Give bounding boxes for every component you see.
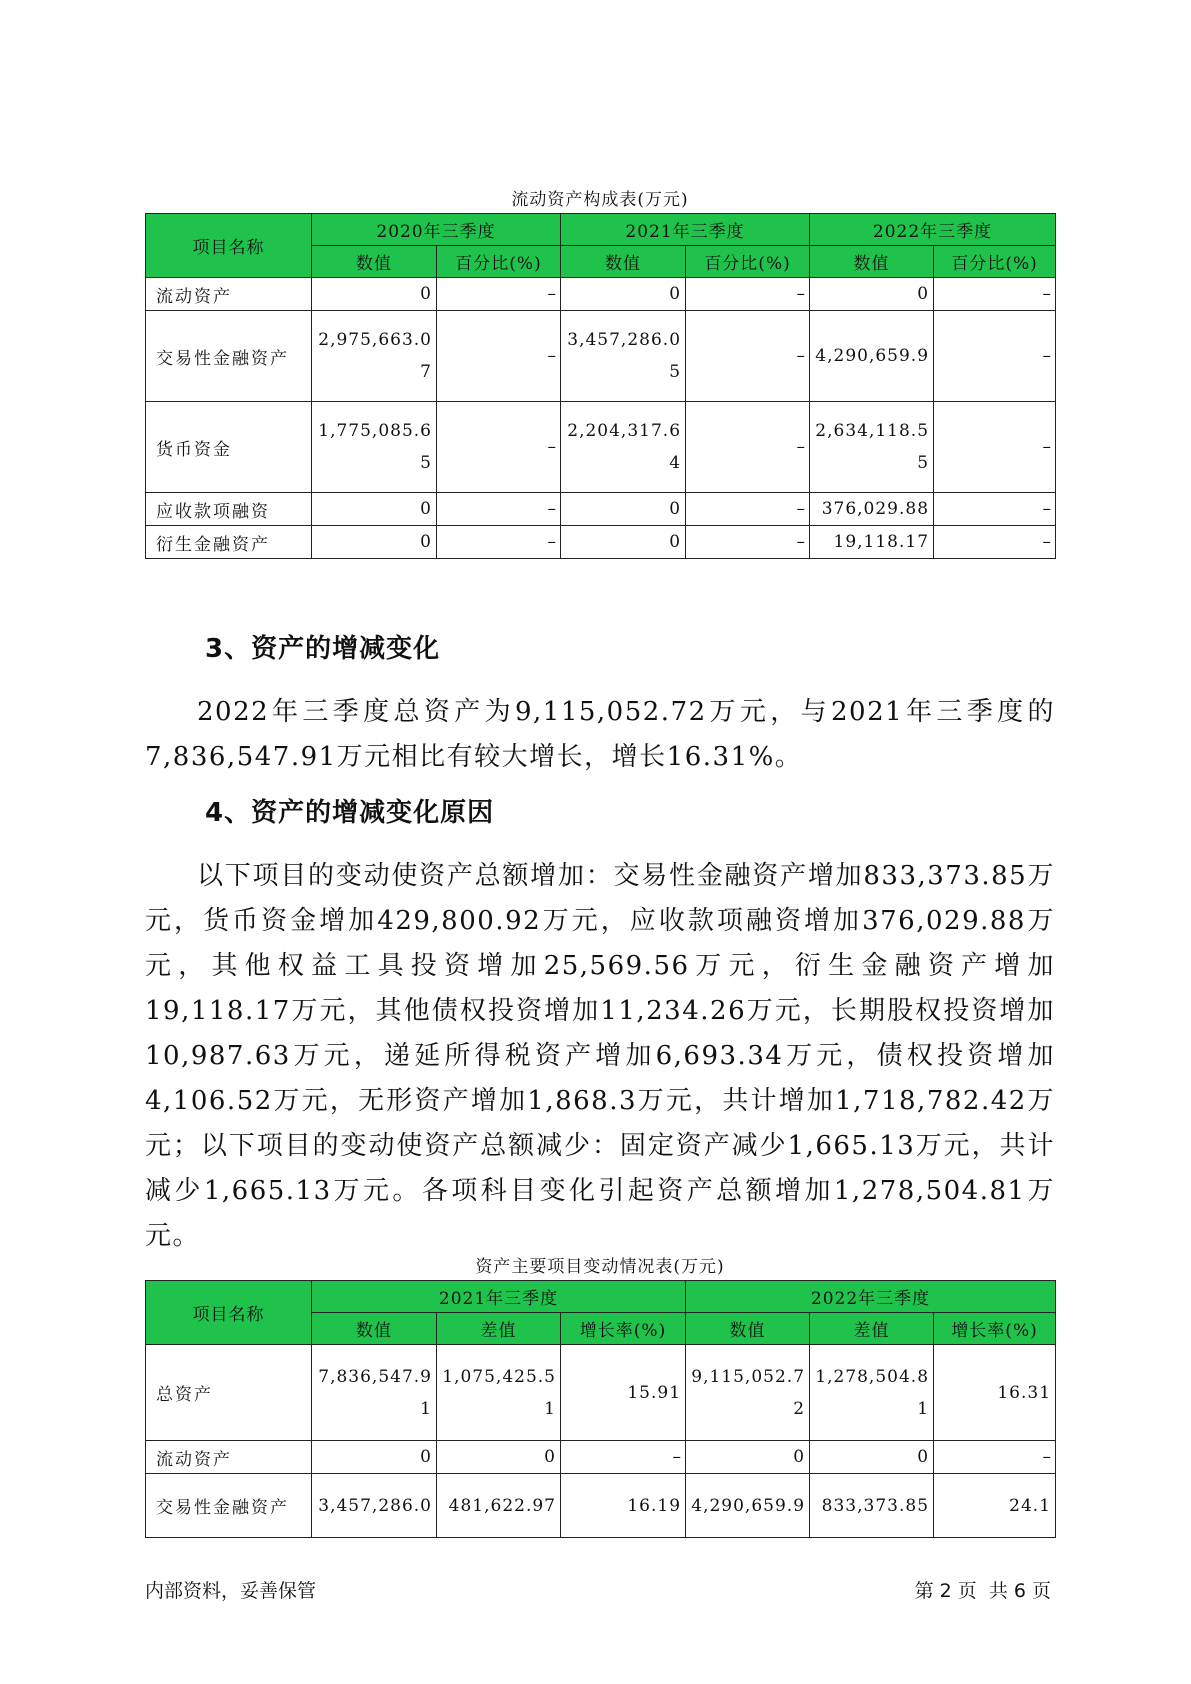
row-label: 应收款项融资 [146,493,312,526]
cell-diff: 0 [437,1441,561,1474]
cell-diff: 0 [810,1441,934,1474]
row-label: 货币资金 [146,402,312,493]
subheader-value: 数值 [561,246,686,278]
cell-growth: 24.1 [934,1474,1056,1538]
cell-value: 3,457,286.0 [312,1474,437,1538]
cell-percent: – [934,526,1056,559]
cell-growth: – [934,1441,1056,1474]
cell-percent: – [934,311,1056,402]
cell-value: 0 [686,1441,810,1474]
cell-value: 376,029.88 [810,493,934,526]
table2-caption: 资产主要项目变动情况表(万元) [475,1257,725,1277]
cell-value: 0 [561,493,686,526]
row-label: 流动资产 [146,1441,312,1474]
subheader-value: 数值 [312,1313,437,1345]
current-assets-table [145,213,1056,559]
subheader-value: 数值 [810,246,934,278]
cell-percent: – [437,402,561,493]
row-label: 交易性金融资产 [146,311,312,402]
table-row [146,526,1056,559]
table-row [146,1345,1056,1441]
header-period: 2021年三季度 [312,1281,686,1313]
cell-percent: – [437,278,561,311]
subheader-percent: 百分比(%) [437,246,561,278]
asset-changes-table [145,1280,1056,1538]
cell-percent: – [686,493,810,526]
subheader-value: 数值 [312,246,437,278]
header-item-name: 项目名称 [146,214,312,278]
header-item-name: 项目名称 [146,1281,312,1345]
cell-value: 9,115,052.72 [686,1345,810,1441]
cell-value: 1,775,085.65 [312,402,437,493]
subheader-growth: 增长率(%) [561,1313,686,1345]
cell-value: 4,290,659.9 [810,311,934,402]
table-row [146,402,1056,493]
cell-percent: – [686,402,810,493]
subheader-diff: 差值 [810,1313,934,1345]
cell-value: 0 [312,278,437,311]
cell-value: 7,836,547.91 [312,1345,437,1441]
table1-caption: 流动资产构成表(万元) [511,190,689,210]
table-row [146,1441,1056,1474]
header-period: 2022年三季度 [686,1281,1056,1313]
cell-percent: – [437,311,561,402]
row-label: 总资产 [146,1345,312,1441]
cell-value: 0 [312,526,437,559]
subheader-value: 数值 [686,1313,810,1345]
cell-percent: – [686,311,810,402]
footer-page-number: 第 2 页 共 6 页 [914,1580,1051,1602]
cell-value: 2,204,317.64 [561,402,686,493]
section-paragraph: 2022年三季度总资产为9,115,052.72万元，与2021年三季度的7,836,547.91万元相比有较大增长，增长16.31%。 [145,697,1055,772]
table-row [146,1474,1056,1538]
cell-growth: 15.91 [561,1345,686,1441]
cell-growth: 16.19 [561,1474,686,1538]
cell-diff: 1,075,425.51 [437,1345,561,1441]
cell-diff: 1,278,504.81 [810,1345,934,1441]
cell-value: 0 [810,278,934,311]
cell-value: 4,290,659.9 [686,1474,810,1538]
cell-value: 0 [312,493,437,526]
cell-percent: – [437,526,561,559]
cell-value: 0 [561,278,686,311]
row-label: 交易性金融资产 [146,1474,312,1538]
cell-percent: – [934,278,1056,311]
cell-diff: 833,373.85 [810,1474,934,1538]
section-heading: 3、资产的增减变化 [205,634,441,664]
subheader-diff: 差值 [437,1313,561,1345]
section-paragraph: 以下项目的变动使资产总额增加：交易性金融资产增加833,373.85万元，货币资金增加429,800.92万元，应收款项融资增加376,029.88万元，其他权益工具投资增加25,569.56万元，衍生金融资产增加19,118.17万元，其他债权投资增加11,234.26万元，长期股权投资增加10,987.63万元，递延所得税资产增加6,693.34万元，债权投资增加4,106.52万元，无形资产增加1,868.3万元，共计增加1,718,782.42万元；以下项目的变动使资产总额减少：固定资产减少1,665.13万元，共计减少1,665.13万元。各项科目变化引起资产总额增加1,278,504.81万元。 [145,861,1055,1251]
table-row [146,311,1056,402]
footer-confidential: 内部资料，妥善保管 [145,1580,317,1602]
cell-diff: 481,622.97 [437,1474,561,1538]
cell-value: 19,118.17 [810,526,934,559]
cell-percent: – [437,493,561,526]
section-heading: 4、资产的增减变化原因 [205,798,495,828]
header-period: 2020年三季度 [312,214,561,246]
cell-value: 0 [312,1441,437,1474]
subheader-percent: 百分比(%) [934,246,1056,278]
cell-value: 2,975,663.07 [312,311,437,402]
cell-percent: – [934,493,1056,526]
cell-percent: – [686,278,810,311]
header-period: 2021年三季度 [561,214,810,246]
cell-growth: 16.31 [934,1345,1056,1441]
subheader-growth: 增长率(%) [934,1313,1056,1345]
row-label: 流动资产 [146,278,312,311]
subheader-percent: 百分比(%) [686,246,810,278]
cell-growth: – [561,1441,686,1474]
cell-value: 2,634,118.55 [810,402,934,493]
row-label: 衍生金融资产 [146,526,312,559]
cell-percent: – [934,402,1056,493]
table-row [146,278,1056,311]
cell-percent: – [686,526,810,559]
header-period: 2022年三季度 [810,214,1056,246]
table-row [146,493,1056,526]
cell-value: 3,457,286.05 [561,311,686,402]
cell-value: 0 [561,526,686,559]
